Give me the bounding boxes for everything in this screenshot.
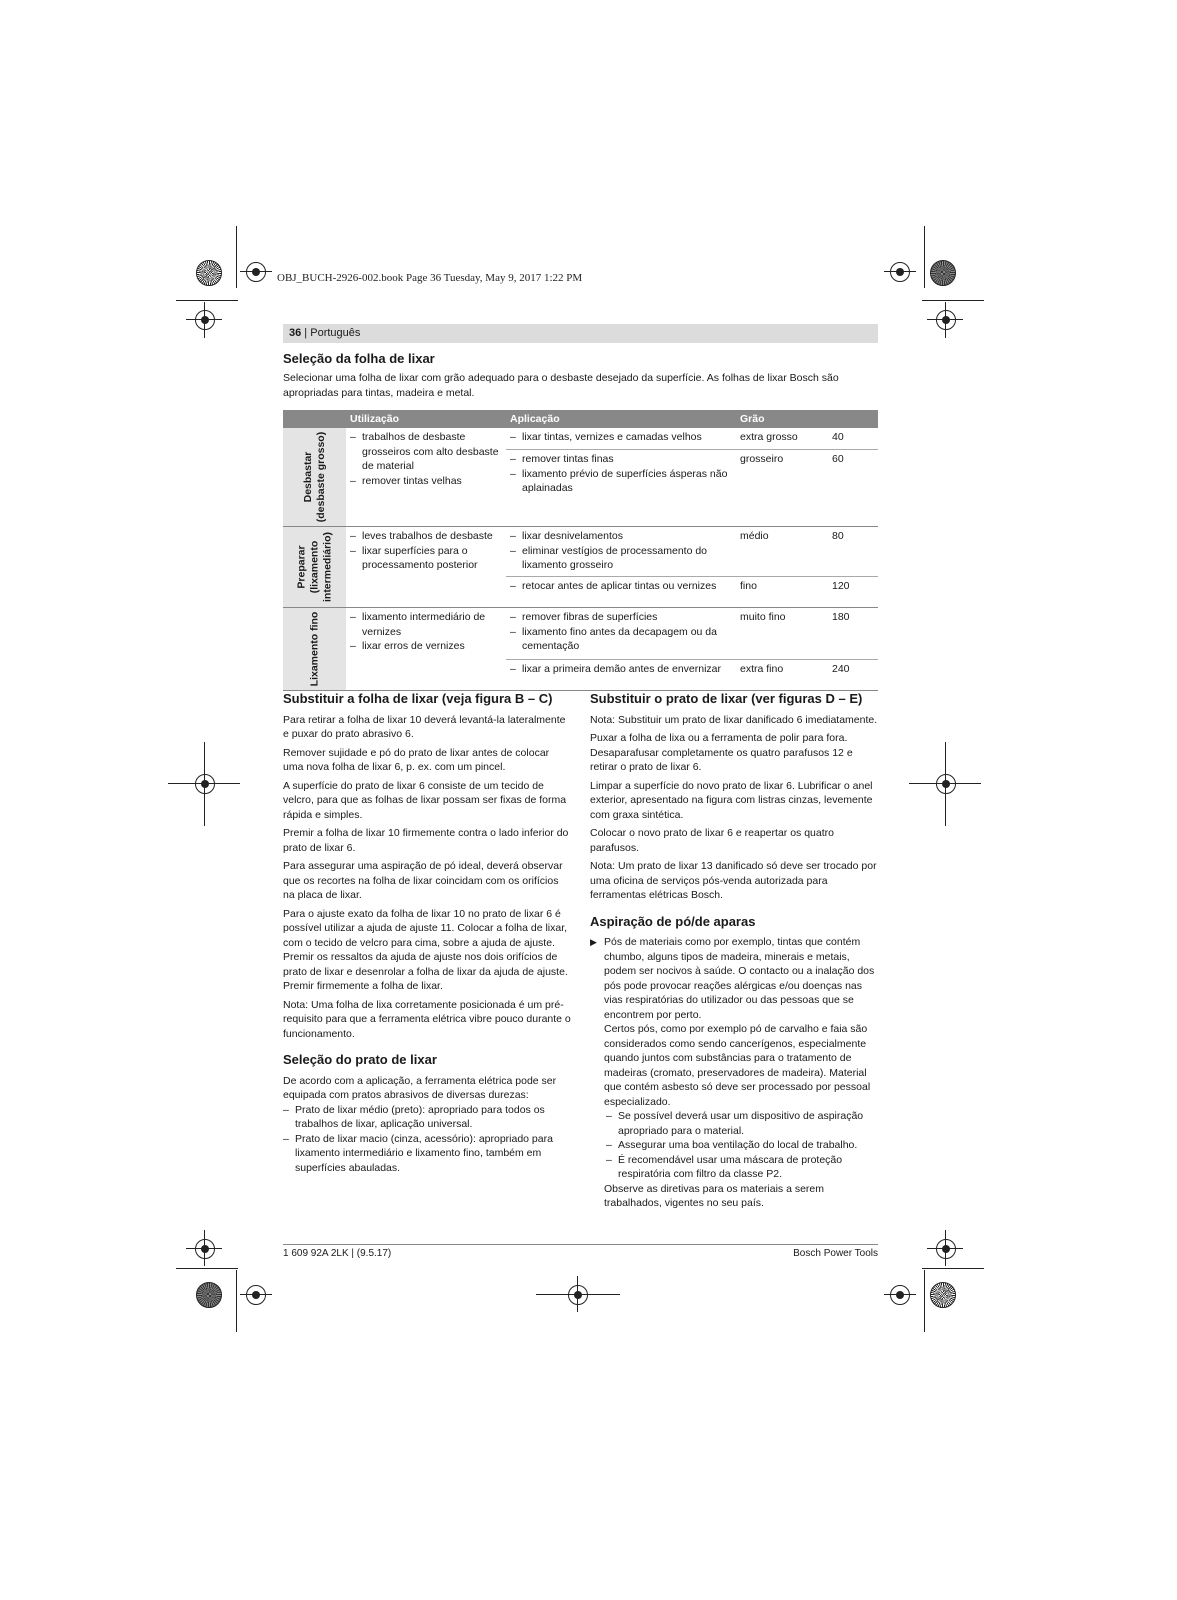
list-item: – trabalhos de desbaste grosseiros com alto desbaste de material	[350, 430, 502, 474]
registration-mark-icon	[890, 262, 910, 282]
paragraph: Premir a folha de lixar 10 firmemente contra o lado inferior do prato de lixar 6.	[283, 827, 569, 854]
color-disc-icon	[930, 1282, 956, 1308]
footer-right: Bosch Power Tools	[793, 1248, 878, 1259]
list-item: – Se possível deverá usar um dispositivo de aspiração apropriado para o material.	[606, 1109, 878, 1138]
list-item: – remover tintas velhas	[350, 474, 502, 489]
paragraph: Puxar a folha de lixa ou a ferramenta de polir para fora. Desaparafusar completamente os quatro parafusos 12 e retirar o prato de lixar 6.	[590, 732, 853, 773]
group-label: Preparar (lixamento intermediário)	[295, 532, 333, 603]
list-item: – remover fibras de superfícies	[510, 610, 732, 625]
crop-mark	[924, 1270, 925, 1332]
paragraph: Observe as diretivas para os materiais a serem trabalhados, vigentes no seu país.	[604, 1182, 825, 1209]
group-label-cell	[283, 527, 346, 608]
group-label: Desbastar (desbaste grosso)	[301, 431, 327, 523]
registration-mark-icon	[195, 310, 215, 330]
usage-cell	[346, 527, 506, 608]
color-disc-icon	[196, 260, 222, 286]
list-item: – lixar desnivelamentos	[510, 529, 732, 544]
paragraph: De acordo com a aplicação, a ferramenta elétrica pode ser equipada com pratos abrasivos de diversas durezas:	[283, 1074, 557, 1101]
grain-number-cell: 180	[832, 611, 850, 623]
paragraph: Para retirar a folha de lixar 10 deverá levantá-la lateralmente e puxar do prato abrasivo 6.	[283, 713, 566, 740]
table-header-grain: Grão	[736, 410, 878, 428]
list-item: – lixamento prévio de superfícies ásperas não aplainadas	[510, 467, 732, 496]
list-item: – Prato de lixar macio (cinza, acessório): apropriado para lixamento intermediário e lixamento fino, também em superfícies abauladas.	[283, 1132, 571, 1176]
application-cell	[506, 608, 736, 660]
registration-mark-icon	[890, 1285, 910, 1305]
list-item: – lixar tintas, vernizes e camadas velhos	[510, 430, 732, 445]
application-cell	[506, 428, 736, 450]
warning-text: Pós de materiais como por exemplo, tintas que contém chumbo, alguns tipos de madeira, minerais e metais, podem ser nocivos à saúde. O contacto ou a inalação dos pós pode provocar reações alérgicas e/ou doenças nas vias respiratórias do utilizador ou das pessoas que se encontrem por perto.	[604, 936, 875, 1021]
note-paragraph: Nota: Um prato de lixar 13 danificado só deve ser trocado por uma oficina de serviços pós-venda autorizada para ferramentas elétricas Bosch.	[590, 860, 877, 901]
page-language: Português	[310, 327, 361, 339]
grain-number-cell: 120	[828, 577, 878, 608]
grain-name-cell: extra fino	[736, 660, 828, 691]
list-item: – Prato de lixar médio (preto): apropriado para todos os trabalhos de lixar, aplicação universal.	[283, 1103, 571, 1132]
list-item: – retocar antes de aplicar tintas ou vernizes	[510, 579, 732, 594]
footer-divider	[283, 1244, 878, 1245]
registration-mark-icon	[936, 774, 956, 794]
page-number: 36	[289, 327, 302, 339]
paragraph: A superfície do prato de lixar 6 consiste de um tecido de velcro, para que as folhas de lixar possam ser fixas de forma rápida e simples.	[283, 779, 567, 821]
list-item: – É recomendável usar uma máscara de proteção respiratória com filtro da classe P2.	[606, 1153, 878, 1182]
grain-number-cell: 80	[832, 530, 844, 542]
crop-mark	[236, 226, 237, 288]
application-cell	[506, 450, 736, 527]
grain-name-cell: grosseiro	[736, 450, 828, 527]
note-paragraph: Nota: Uma folha de lixa corretamente posicionada é um pré-requisito para que a ferramenta elétrica vibre pouco durante o funcionamento.	[283, 998, 571, 1040]
list-item: – lixamento intermediário de vernizes	[350, 610, 502, 639]
crop-mark	[922, 300, 984, 301]
grain-name-cell: fino	[736, 577, 828, 608]
paragraph: Para assegurar uma aspiração de pó ideal, deverá observar que os recortes na folha de lixar coincidam com os orifícios na placa de lixar.	[283, 860, 563, 901]
section-title: Aspiração de pó/de aparas	[590, 913, 756, 929]
group-label: Lixamento fino	[308, 611, 320, 687]
table-header-blank	[283, 410, 346, 428]
list-item: – lixar superfícies para o processamento posterior	[350, 544, 502, 573]
crop-mark	[236, 1270, 237, 1332]
color-disc-icon	[196, 1282, 222, 1308]
color-disc-icon	[930, 260, 956, 286]
right-column	[590, 692, 878, 1211]
application-cell	[506, 660, 736, 691]
section-title: Seleção do prato de lixar	[283, 1052, 437, 1067]
table-header-usage: Utilização	[346, 410, 506, 428]
paragraph: Colocar o novo prato de lixar 6 e reapertar os quatro parafusos.	[590, 827, 834, 854]
section-title: Seleção da folha de lixar	[283, 351, 435, 366]
list-item: – Assegurar uma boa ventilação do local de trabalho.	[606, 1138, 878, 1153]
grain-name-cell: médio	[740, 530, 769, 542]
grain-number-cell: 240	[828, 660, 878, 691]
paragraph: Limpar a superfície do novo prato de lixar 6. Lubrificar o anel exterior, apresentado na figura com listras cinzas, levemente com graxa sintética.	[590, 779, 873, 821]
list-item: – remover tintas finas	[510, 452, 732, 467]
application-cell	[506, 527, 736, 577]
section-intro: Selecionar uma folha de lixar com grão adequado para o desbaste desejado da superfície. As folhas de lixar Bosch são apropriadas para tintas, madeira e metal.	[283, 372, 839, 399]
usage-cell	[346, 428, 506, 527]
section-title: Substituir a folha de lixar (veja figura B – C)	[283, 691, 553, 706]
paragraph: Para o ajuste exato da folha de lixar 10 no prato de lixar 6 é possível utilizar a ajuda de ajuste 11. Colocar a folha de lixar, com o tecido de velcro para cima, sobre a ajuda de ajuste. Premir os ressaltos da ajuda de ajuste nos dois orifícios de prato de lixar e desenrolar a folha de lixar da ajuda de ajuste. Premir firmemente a folha de lixar.	[283, 907, 568, 992]
grain-name-cell: extra grosso	[740, 431, 798, 443]
table-header-application: Aplicação	[506, 410, 736, 428]
warning-arrow-icon: ▶	[590, 937, 597, 947]
footer-left: 1 609 92A 2LK | (9.5.17)	[283, 1248, 392, 1259]
crop-mark	[924, 226, 925, 288]
list-item: – lixamento fino antes da decapagem ou da cementação	[510, 625, 732, 654]
crop-mark	[922, 1268, 984, 1269]
group-label-cell	[283, 428, 346, 527]
left-column	[283, 692, 571, 1175]
warning-block	[590, 935, 878, 1211]
registration-mark-icon	[936, 1239, 956, 1259]
list-item: – lixar a primeira demão antes de envernizar	[510, 662, 732, 677]
application-cell	[506, 577, 736, 608]
list-item: – eliminar vestígios de processamento do lixamento grosseiro	[510, 544, 732, 573]
warning-text: Certos pós, como por exemplo pó de carvalho e faia são considerados como sendo cancerígenos, especialmente quando juntos com substâncias para o tratamento de madeiras (cromato, preservadores de madeira). Material que contém asbesto só deve ser processado por pessoal especializado.	[604, 1023, 871, 1108]
registration-mark-icon	[195, 1239, 215, 1259]
grain-table	[283, 410, 878, 691]
file-info: OBJ_BUCH-2926-002.book Page 36 Tuesday, May 9, 2017 1:22 PM	[277, 272, 583, 284]
note-paragraph: Nota: Substituir um prato de lixar danificado 6 imediatamente.	[590, 713, 878, 726]
registration-mark-icon	[568, 1285, 588, 1305]
registration-mark-icon	[246, 1285, 266, 1305]
group-label-cell	[283, 608, 346, 691]
crop-mark	[176, 1268, 238, 1269]
list-item: – lixar erros de vernizes	[350, 639, 502, 654]
paragraph: Remover sujidade e pó do prato de lixar antes de colocar uma nova folha de lixar 6, p. ex. com um pincel.	[283, 746, 550, 773]
grain-number-cell: 60	[828, 450, 878, 527]
section-title: Substituir o prato de lixar (ver figuras D – E)	[590, 691, 863, 706]
grain-number-cell: 40	[832, 431, 844, 443]
grain-name-cell: muito fino	[740, 611, 786, 623]
usage-cell	[346, 608, 506, 691]
registration-mark-icon	[936, 310, 956, 330]
registration-mark-icon	[195, 774, 215, 794]
crop-mark	[176, 300, 238, 301]
list-item: – leves trabalhos de desbaste	[350, 529, 502, 544]
page-header: 36 | Português	[283, 324, 878, 343]
registration-mark-icon	[246, 262, 266, 282]
